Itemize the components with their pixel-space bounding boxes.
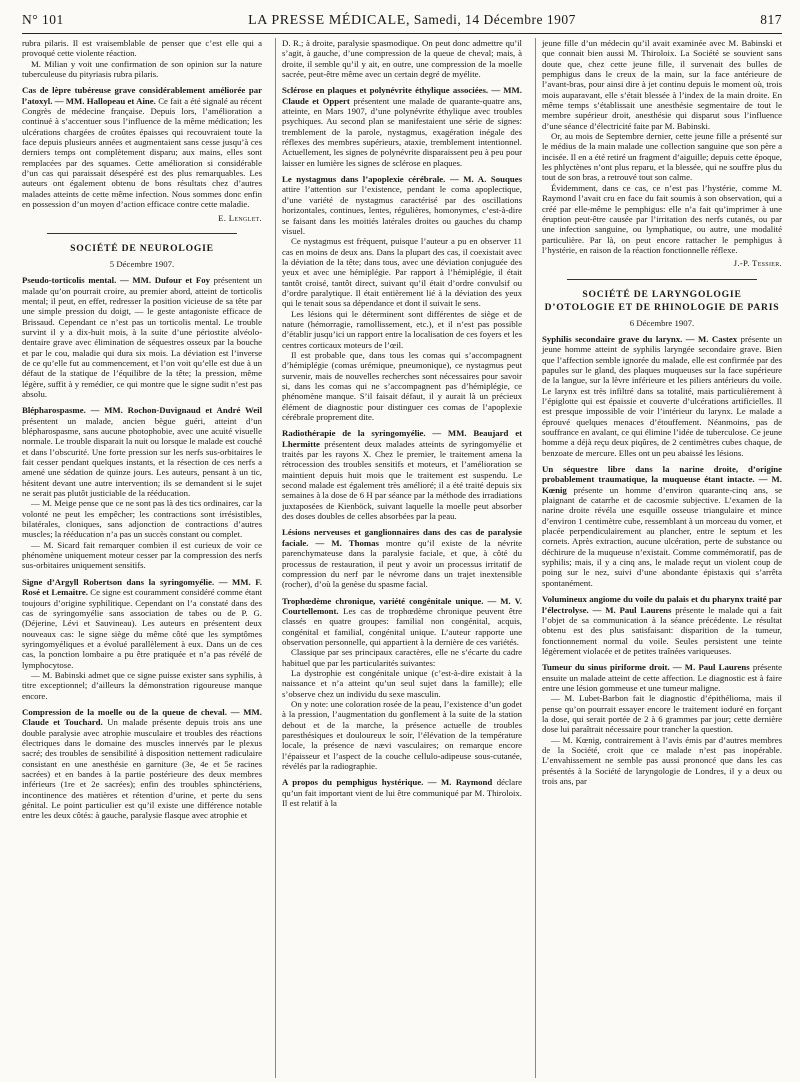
- page-number: 817: [760, 12, 782, 27]
- report-title: Pseudo-torticolis mental. — MM. Dufour et Foy: [22, 275, 210, 286]
- report-title: Cas de lèpre tubéreuse grave considérablement améliorée par l’atoxyl. — MM. Hallopeau et Aine.: [22, 85, 262, 106]
- report-text: présente le malade qui a fait l’objet de sa communication à la séance précédente. Le résultat obtenu est des plus satisfaisant: disparition de la tumeur, fonctionnement normal du voile. Seules persistent une teinte légèrement violacée et de petites traînées variqueuses.: [542, 604, 782, 656]
- report-text: présentent une malade de quarante-quatre ans, atteinte, en Mars 1907, d’une polynévrite éthylique avec troubles psychiques. Au second plan se manifestaient une série de signes: tremblement de la parole, nystagmus, exagération inégale des réflexes des membres supérieurs, ataxie, tremblement intentionnel. Actuellement, les signes de polynévrite disparaissent peu à peu pour laisser en lumière les signes de sclérose en plaques.: [282, 95, 522, 168]
- report-text: présente un homme d’environ quarante-cinq ans, se plaignant de catarrhe et de cacosmie subjective. L’examen de la narine droite révéla une esquille osseuse triangulaire et mince d’environ 1 centimètre cube, ressemblant à un morceau du vomer, et placée perpendiculairement au plancher, entre le septum et les cornets. Après extraction, aucune ulcération, perte de substance ou déchirure de la muqueuse n’existait. Comme commémoratif, pas de syphilis; mais, il y a cinq ans, le malade reçut un violent coup de poing sur le nez, suivi d’une abondante épistaxis qui s’arrêta spontanément.: [542, 484, 782, 588]
- report-title: Trophœdème chronique, variété congénitale unique. — M. V. Courtellemont.: [282, 595, 522, 616]
- report-item: [22, 405, 262, 498]
- report-item: [282, 527, 522, 589]
- report-item: [282, 428, 522, 521]
- report-item: [22, 577, 262, 670]
- report-item: [282, 85, 522, 168]
- report-text: montre qu’il existe de la névrite parenchymateuse dans la paralysie faciale, et que, à côté du processus de restauration, il peut y avoir un processus irritatif de compression du nerf par le névrome dans un trajet inextensible (rocher), d’où la genèse du spasme facial.: [282, 537, 522, 590]
- column-3: [535, 38, 782, 1078]
- column-1: [22, 38, 262, 1078]
- report-item: [282, 174, 522, 236]
- report-item: [542, 334, 782, 458]
- report-item: [22, 707, 262, 821]
- section-date: 6 Décembre 1907.: [629, 317, 695, 328]
- report-title: Compression de la moelle ou de la queue de cheval. — MM. Claude et Touchard.: [22, 706, 262, 728]
- report-text: Ce fait a été signalé au récent Congrès de médecine française. Depuis lors, l’amélioration a continué à s’accentuer sous l’influence de la même médication; les ulcérations chargées de croûtes épaisses qui recouvraient toute la face depuis plusieurs années et augmentaient sans cesse jusqu’à ces derniers temps ont complètement disparu; aux mains, elles sont remplacées par des squames. Cette amélioration si considérable d’un cas qui paraissait désespéré est des plus remarquables. Les auteurs ont également obtenu de bons résultats chez d’autres malades atteints de cette même infection. Nous sommes donc enfin en possession d’un moyen d’action efficace contre cette maladie.: [22, 95, 262, 210]
- report-text: Ce signe est couramment considéré comme étant toujours d’origine syphilitique. Cependant on l’a constaté dans des cas de syringomyélie sans association de tabes ou de P. G. (Déjerine, Lévi et Sauvineau). Les auteurs en présentent deux nouveaux cas: le signe siège du même côté que les symptômes syringomyéliques et a évolué parallèlement à eux. Dans un de ces cas, la ponction lombaire a pu être pratiquée et n’a pas révélé de lymphocytose.: [22, 587, 262, 670]
- paragraph: D. R.; à droite, paralysie spasmodique. On peut donc admettre qu’il s’agit, à gauche, d’une compression de la queue de cheval; mais, à droite, il semble qu’il y ait, en outre, une compression de la moelle sacrée, peut-être même avec un certain degré de myélite.: [282, 38, 522, 80]
- report-text: Les cas de trophœdème chronique peuvent être classés en quatre groupes: familial non congénital, acquis, congénital et familial, congénital unique. L’auteur rapporte une observation personnelle, qui appartient à la dernière de ces variétés.: [282, 605, 522, 647]
- discussion-paragraph: — M. Lubet-Barbon fait le diagnostic d’épithélioma, mais il pense qu’on pourrait essayer encore le traitement ioduré en forçant la dose, qui serait portée de 2 à 6 grammes par jour; cette dernière dose lui paraîtrait nécessaire pour trancher la question.: [542, 693, 782, 735]
- issue-number: N° 101: [22, 12, 64, 27]
- report-title: Lésions nerveuses et ganglionnaires dans des cas de paralysie faciale. — M. Thomas: [282, 527, 522, 548]
- report-item: [22, 275, 262, 399]
- report-item: [282, 777, 522, 808]
- report-title: Le nystagmus dans l’apoplexie cérébrale. — M. A. Souques: [282, 174, 522, 185]
- report-item: [22, 85, 262, 209]
- report-title: Volumineux angiome du voile du palais et du pharynx traité par l’électrolyse. — M. Paul Laurens: [542, 594, 782, 615]
- section-heading: SOCIÉTÉ DE LARYNGOLOGIE: [582, 288, 742, 300]
- report-title: Blépharospasme. — MM. Rochon-Duvignaud et André Weil: [22, 405, 262, 416]
- paragraph: Or, au mois de Septembre dernier, cette jeune fille a présenté sur le médius de la main malade une collection sanguine que son père a incisée. Il en a été retiré un fragment d’aiguille; depuis cette époque, les phlyctènes n’ont plus reparu, et la blessée, qui ne souffre plus du tout de son bras, a retrouvé tout son calme.: [542, 131, 782, 183]
- report-item: [542, 464, 782, 588]
- report-text: attire l’attention sur l’existence, pendant le coma apoplectique, d’une variété de nystagmus caractérisé par des oscillations horizontales, continues, lentes, régulières, homonymes, c’est-à-dire se faisant dans les moitiés latérales droites ou gauches du champ visuel.: [282, 184, 522, 236]
- report-item: [282, 596, 522, 648]
- article-columns: [22, 38, 782, 1078]
- paragraph: jeune fille d’un médecin qu’il avait examinée avec M. Babinski et que connait bien aussi M. Thiroloix. La Société se souvient sans doute que, chez cette jeune fille, il survenait des bulles de pemphigus dans le creux de la main, sur la face antérieure de l’avant-bras, pour ainsi dire à jet continu depuis le moment où, trois mois auparavant, elle s’était blessée à l’index de la main droite. En même temps s’établissait une anesthésie segmentaire de tout le membre supérieur droit, anesthésie qui disparut sous l’influence d’une séance d’électricité faite par M. Babinski.: [542, 38, 782, 131]
- paragraph: rubra pilaris. Il est vraisemblable de penser que c’est elle qui a provoqué cette violente réaction.: [22, 38, 262, 59]
- report-text: présentent un malade qu’on pourrait croire, au premier abord, atteint de torticolis mental; il peut, en effet, redresser la position vicieuse de sa tête par une simple pression du doigt, — le geste antagoniste efficace de Brissaud. Cependant ce n’est pas un torticolis mental. Le trouble survint il y a dix-huit mois, à la suite d’une périostite alvéolo-dentaire grave avec élimination de séquestres osseux par la bouche et par le cou, maladie qui dura six mois. La déviation est l’inverse de ce qu’elle fut au commencement, et l’on voit qu’elle est due à un défaut de la statique de l’équilibre de la tête; la pression, même légère, suffit à y remédier, ce qui montre que le signe sudit n’est pas absolu.: [22, 275, 262, 399]
- paragraph: Les lésions qui le déterminent sont différentes de siège et de nature (hémorragie, ramollissement, etc.), et il n’est pas possible d’établir jusqu’ici un rapport entre la localisation de ces foyers et les centres corticaux moteurs de l’œil.: [282, 308, 522, 350]
- author-signature: E. Lenglet.: [218, 212, 262, 223]
- masthead: [248, 12, 576, 29]
- issue-date: Samedi, 14 Décembre 1907: [413, 12, 576, 27]
- section-date: 5 Décembre 1907.: [109, 258, 175, 269]
- paragraph: Il est probable que, dans tous les comas qui s’accompagnent d’hémiplégie (comas urémique, pneumonique), ce nystagmus peut survenir, mais de nouvelles recherches sont nécessaires pour savoir si, dans les comas qui ne s’accompagnent pas d’hémiplégie, ce phénomène manque. S’il faisait défaut, il y aurait là un précieux élément de diagnostic pour distinguer ces comas de l’apoplexie cérébrale proprement dite.: [282, 349, 522, 423]
- page-header: [22, 12, 782, 34]
- report-text: présentent un malade, ancien bègue guéri, atteint d’un blépharospasme, sans aucune photophobie, avec une acuité visuelle normale. Le trouble disparait la nuit ou lorsque le malade est couché et dans l’obscurité. Une forte pression sur les nerfs sus-orbitaires le fait cesser pendant quelques instants, et la résection de ces nerfs a amené une sédation de quinze jours. Les auteurs, pensant à un tic, hésitent devant une autre intervention; ils se demandent si le sujet ne serait pas plutôt justiciable de la rééducation.: [22, 415, 262, 499]
- journal-title: LA PRESSE MÉDICALE,: [248, 13, 411, 28]
- report-item: [542, 662, 782, 693]
- report-text: Un malade présente depuis trois ans une double paralysie avec atrophie musculaire et troubles des réactions électriques dans le domaine des muscles innervés par le plexus sacré; des troubles de sensibilité à disposition nettement radiculaire consistant en une anesthésie en garniture (3e, 4e et 5e racines sacrées) et en bandes à la partie postérieure des deux membres inférieurs (1re et 2e sacrées); enfin des troubles sphinctériens, incontinence des matières et rétention d’urine, et perte du sens génital. Le point particulier est qu’il existe une différence notable entre les deux côtés: à gauche, paralysie flasque avec atrophie et: [22, 717, 262, 821]
- report-title: Signe d’Argyll Robertson dans la syringomyélie. — MM. F. Rosé et Lemaitre.: [22, 576, 262, 598]
- section-subheading: D’OTOLOGIE ET DE RHINOLOGIE DE PARIS: [544, 301, 780, 313]
- report-text: déclare qu’un fait important vient de lui être communiqué par M. Thiroloix. Il est relatif à la: [282, 777, 522, 809]
- paragraph: On y note: une coloration rosée de la peau, l’existence d’un godet à la pression, l’augmentation du gonflement à la suite de la station debout et de la marche, la présence actuelle de troubles paresthésiques et douloureux le soir, l’élévation de la température locale, la présence de nævi vasculaires; on remarque encore l’épaisseur et l’aspect de la couche cellulo-adipeuse sous-cutanée, révélés par la radiographie.: [282, 698, 522, 772]
- discussion-paragraph: — M. Sicard fait remarquer combien il est curieux de voir ce phénomène uniquement moteur cesser par la compression des nerfs sus-orbitaires uniquement sensitifs.: [22, 539, 262, 571]
- section-heading: SOCIÉTÉ DE NEUROLOGIE: [70, 242, 214, 254]
- discussion-paragraph: — M. Meige pense que ce ne sont pas là des tics ordinaires, car la volonté ne peut les empêcher; les contractions sont irrésistibles, bilatérales, cloniques, sans adjonction de contractions d’autres muscles; la rééducation n’a pas un succès constant ou complet.: [22, 498, 262, 540]
- discussion-paragraph: — M. Babinski admet que ce signe puisse exister sans syphilis, à titre exceptionnel; d’ailleurs la démonstration rigoureuse manque encore.: [22, 669, 262, 701]
- report-title: Un séquestre libre dans la narine droite, d’origine probablement traumatique, la muqueuse étant intacte. — M. Kœnig: [542, 464, 782, 495]
- report-text: présentent deux malades atteints de syringomyélie et traités par les rayons X. Chez le premier, le traitement amena la rétrocession des troubles sensitifs et moteurs, et l’amélioration se maintient depuis huit mois que le traitement est suspendu. Le second malade est également très amélioré; il a été traité depuis six semaines à la dose de 6 H par séance par la méthode des irradiations juxtaposées de Kienböck, suivant laquelle la moelle peut absorber des doses doubles de celles absorbées par la peau.: [282, 438, 522, 522]
- report-title: Syphilis secondaire grave du larynx. — M. Castex: [542, 333, 738, 344]
- author-signature: J.-P. Tessier.: [733, 258, 782, 269]
- paragraph: Classique par ses principaux caractères, elle ne s’écarte du cadre habituel que par les particularités suivantes:: [282, 647, 522, 668]
- section-divider: [567, 279, 757, 280]
- report-text: présente ensuite un malade atteint de cette affection. Le diagnostic est à faire entre une lésion gommeuse et une tumeur maligne.: [542, 662, 782, 693]
- discussion-paragraph: — M. Kœnig, contrairement à l’avis émis par d’autres membres de la Société, croit que ce malade n’est pas inopérable. L’envahissement ne semble pas aussi prononcé que dans les cas présentés à la Société de laryngologie de Londres, il y a deux ou trois ans, par: [542, 734, 782, 786]
- paragraph: La dystrophie est congénitale unique (c’est-à-dire existait à la naissance et n’a atteint qu’un seul sujet dans la famille); elle s’observe chez un individu du sexe masculin.: [282, 667, 522, 699]
- report-title: Tumeur du sinus piriforme droit. — M. Paul Laurens: [542, 662, 750, 673]
- paragraph: Évidemment, dans ce cas, ce n’est pas l’hystérie, comme M. Raymond l’avait cru en face du fait soumis à son observation, qui a créé par elle-même le pemphigus: elle n’a fait qu’imprimer à une éruption peut-être causée par l’irritation des nerfs cutanés, ou par une infection sanguine, ou lymphatique, ou autre, une modalité particulière. Par là, on peut encore rattacher le pemphigus à l’hystérie, en raison de la réaction fonctionnelle réflexe.: [542, 182, 782, 255]
- paragraph: M. Milian y voit une confirmation de son opinion sur la nature tuberculeuse du pityriasis rubra pilaris.: [22, 58, 262, 80]
- paragraph: Ce nystagmus est fréquent, puisque l’auteur a pu en observer 11 cas en moins de deux ans. Dans la plupart des cas, il coexistait avec la déviation de la tête; dans tous, avec une déviation conjuguée des yeux et avec une hémiplégie. Par rapport à l’hémiplégie, il était tantôt croisé, tantôt direct, suivant qu’il était d’ordre convulsif ou d’ordre paralytique. Il était entièrement lié à la déviation des yeux qui le tenait sous sa dépendance et dont il suivait le sens.: [282, 236, 522, 309]
- report-title: A propos du pemphigus hystérique. — M. Raymond: [282, 777, 493, 788]
- report-title: Radiothérapie de la syringomyélie. — MM. Beaujard et Lhermitte: [282, 428, 522, 449]
- report-text: présente un jeune homme atteint de syphilis laryngée secondaire grave. Bien que l’affection semble ignorée du malade, elle est confirmée par des papules sur le gland, des plaques muqueuses sur la face supérieure de la langue, sur la lèvre inférieure et les piliers antérieurs du voile. Le larynx est très infiltré dans sa totalité, mais particulièrement à l’épiglotte qui est épaissie et couverte d’ulcérations artificielles. Il est presque impossible de voir l’intérieur du larynx. Le malade a éprouvé quelques menaces d’étouffement. Néanmoins, pas de souffrance en avalant, ce qui élimine l’idée de tuberculose. Ce jeune homme a déjà reçu deux piqûres, de 2 centimètres cubes chaque, de benzoate de mercure. Elles ont un peu abaissé les lésions.: [542, 333, 782, 458]
- section-divider: [47, 233, 237, 234]
- report-title: Sclérose en plaques et polynévrite éthylique associées. — MM. Claude et Oppert: [282, 85, 522, 106]
- column-2: [275, 38, 522, 1078]
- report-item: [542, 594, 782, 656]
